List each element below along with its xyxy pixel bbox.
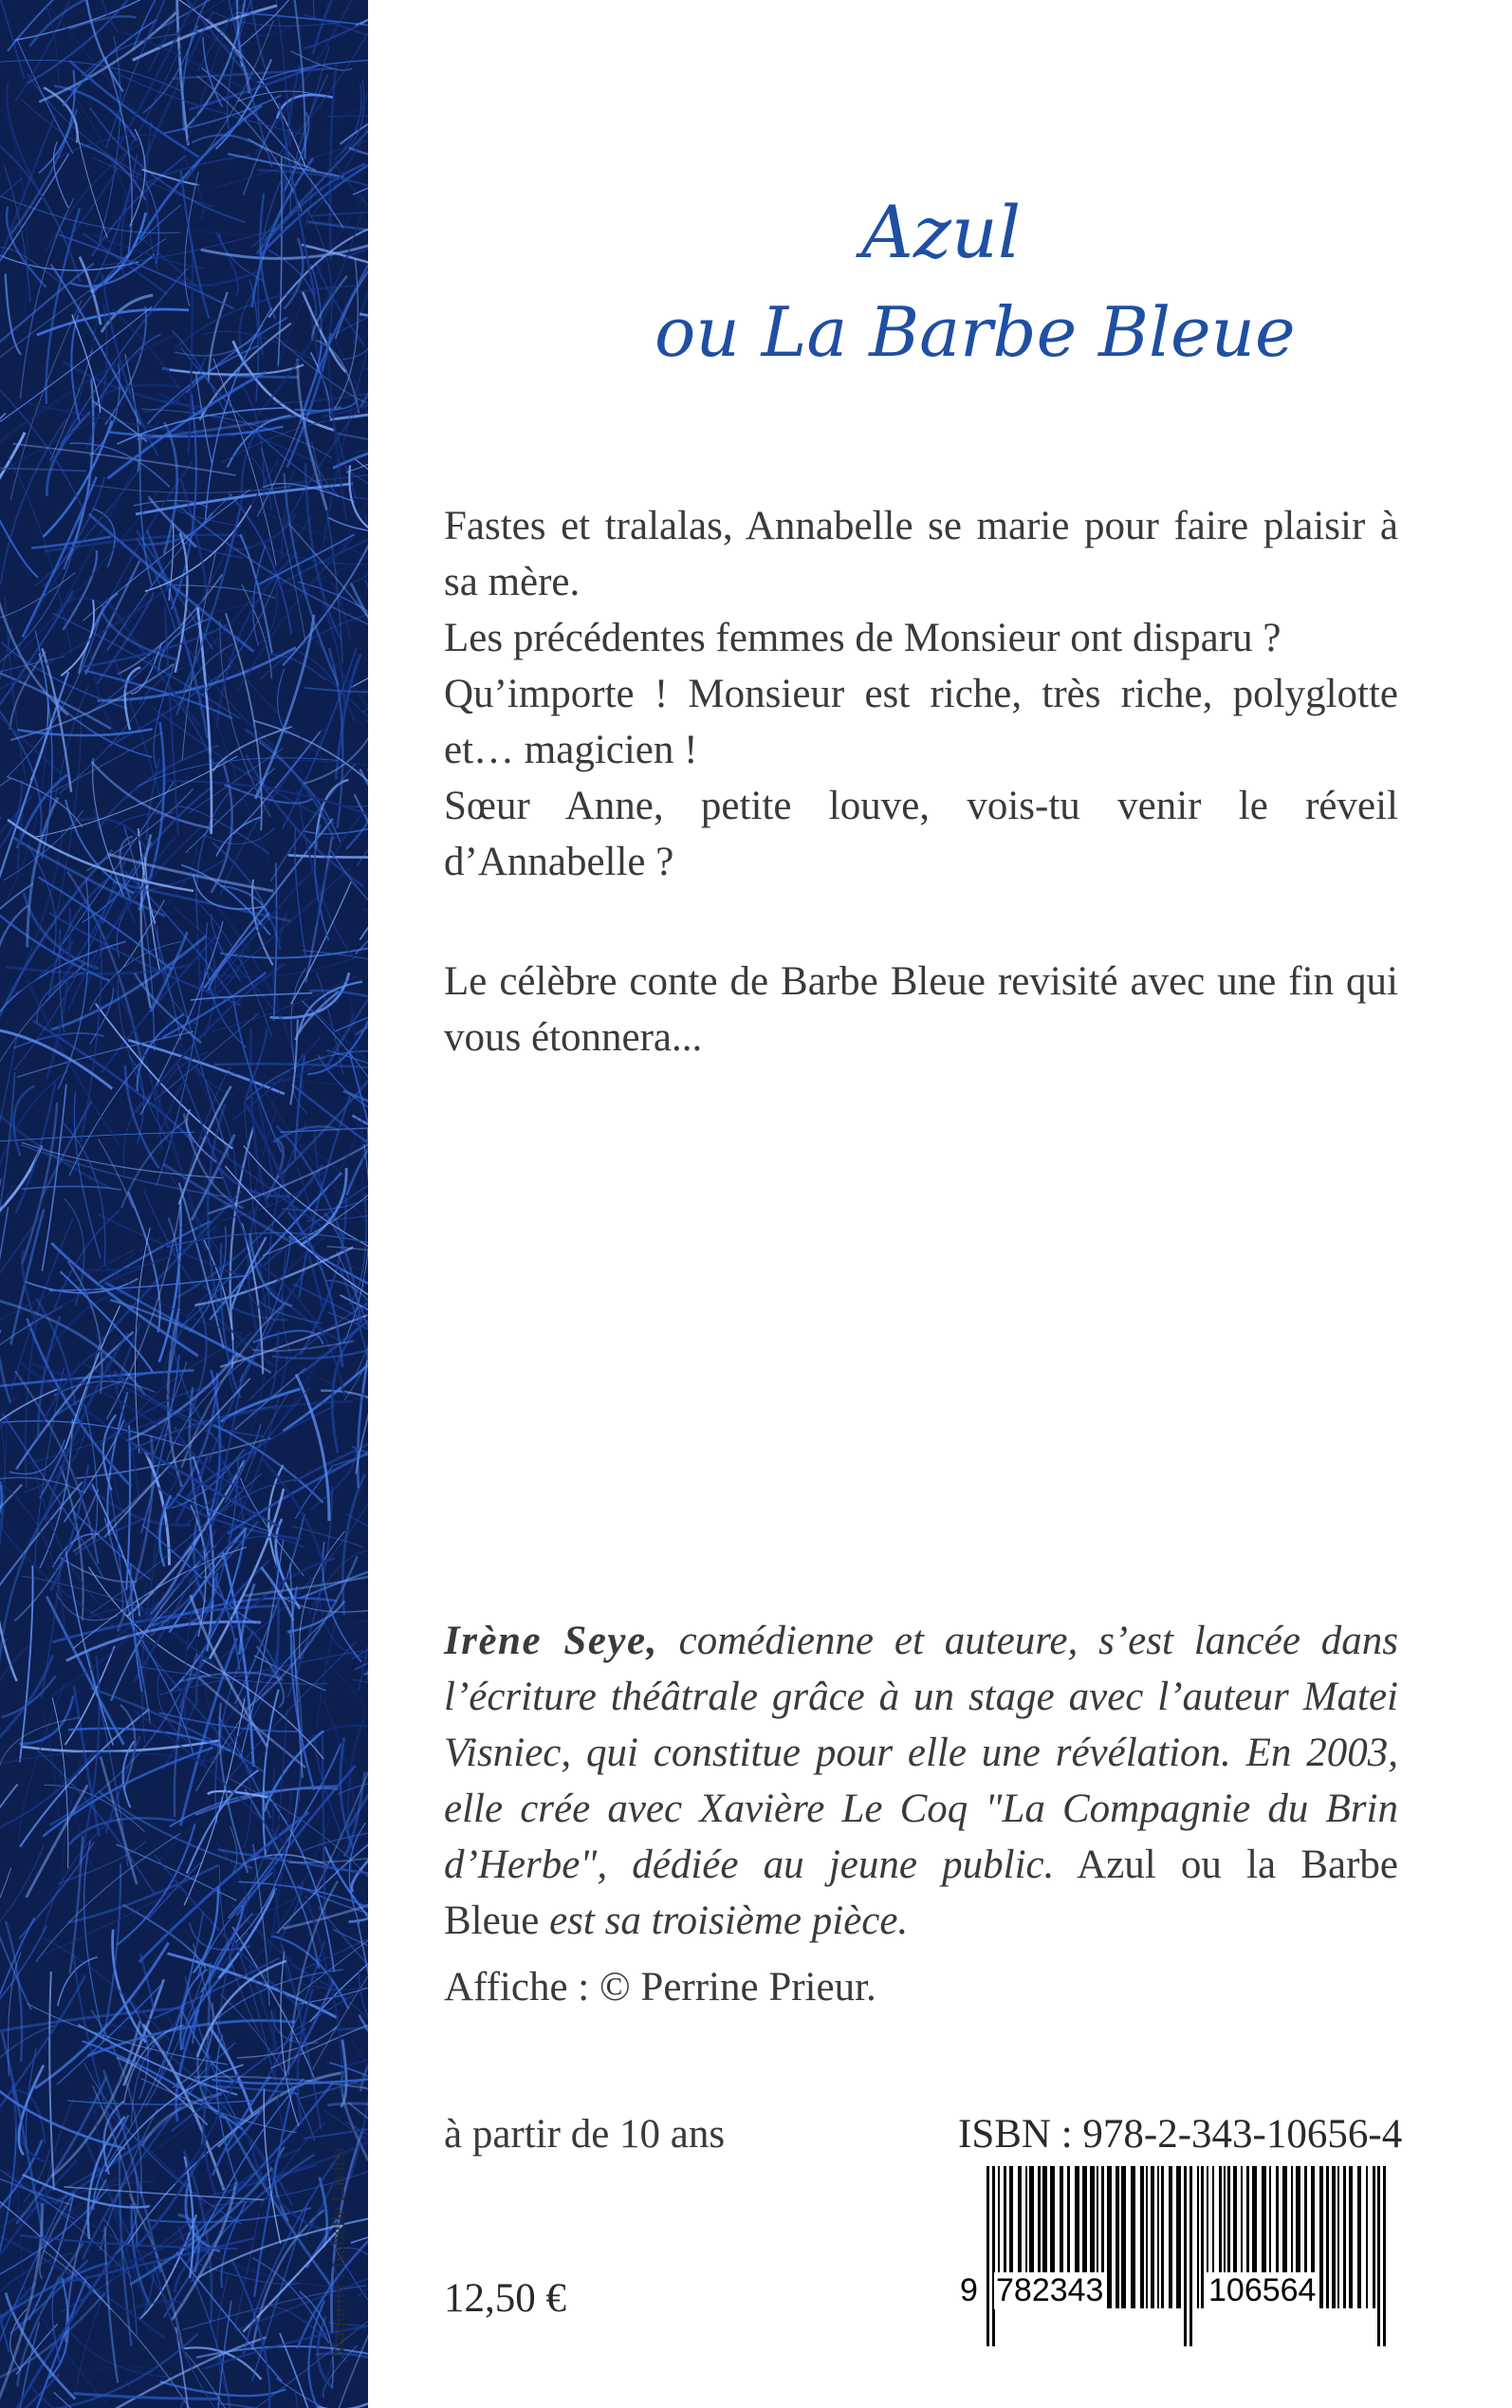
author-bio — [444, 1613, 1398, 1949]
bio-line: elle crée avec Xavière Le Coq "La Compagnie du Brin — [444, 1787, 1398, 1831]
author-name: Irène Seye, — [444, 1619, 658, 1663]
bio-line: l’écriture théâtrale grâce à un stage avec l’auteur Matei — [444, 1675, 1398, 1719]
barcode-first-digit: 9 — [960, 2272, 978, 2308]
synopsis-line: Fastes et tralalas, Annabelle se marie pour faire plaisir à sa mère. — [444, 504, 1398, 604]
barcode-digits — [958, 2272, 1404, 2310]
design-credit: Maquette : Isabelle Lavina — [328, 2147, 349, 2358]
synopsis-line: Qu’importe ! Monsieur est riche, très riche, polyglotte et… magicien ! — [444, 672, 1398, 772]
play-title: Azul ou la Barbe — [1077, 1843, 1398, 1887]
synopsis-line: Les précédentes femmes de Monsieur ont disparu ? — [444, 616, 1282, 660]
poster-credit: Affiche : © Perrine Prieur. — [444, 1965, 876, 2010]
play-title: Bleue — [444, 1899, 540, 1943]
synopsis-line: Sœur Anne, petite louve, vois-tu venir le réveil d’Annabelle ? — [444, 784, 1398, 884]
title-line-2: ou La Barbe Bleue — [655, 292, 1296, 372]
age-range: à partir de 10 ans — [444, 2112, 726, 2157]
blue-fur-photo — [0, 0, 368, 2408]
isbn: ISBN : 978-2-343-10656-4 — [958, 2112, 1403, 2157]
bio-line: comédienne et auteure, s’est lancée dans — [678, 1619, 1399, 1663]
barcode-right-group: 106564 — [1208, 2272, 1317, 2308]
barcode-left-group: 782343 — [996, 2272, 1104, 2308]
barcode — [958, 2166, 1404, 2356]
fur-image-panel — [0, 0, 368, 2408]
bio-line: d’Herbe", dédiée au jeune public. — [444, 1843, 1055, 1887]
title-line-1: Azul — [861, 190, 1022, 274]
price: 12,50 € — [444, 2276, 566, 2321]
tagline-text: Le célèbre conte de Barbe Bleue revisité avec une fin qui vous étonnera... — [444, 959, 1398, 1060]
synopsis — [444, 498, 1398, 890]
bio-line: Visniec, qui constitue pour elle une révélation. En 2003, — [444, 1731, 1398, 1775]
bio-line: est sa troisième pièce. — [549, 1899, 909, 1943]
tagline — [444, 954, 1398, 1065]
